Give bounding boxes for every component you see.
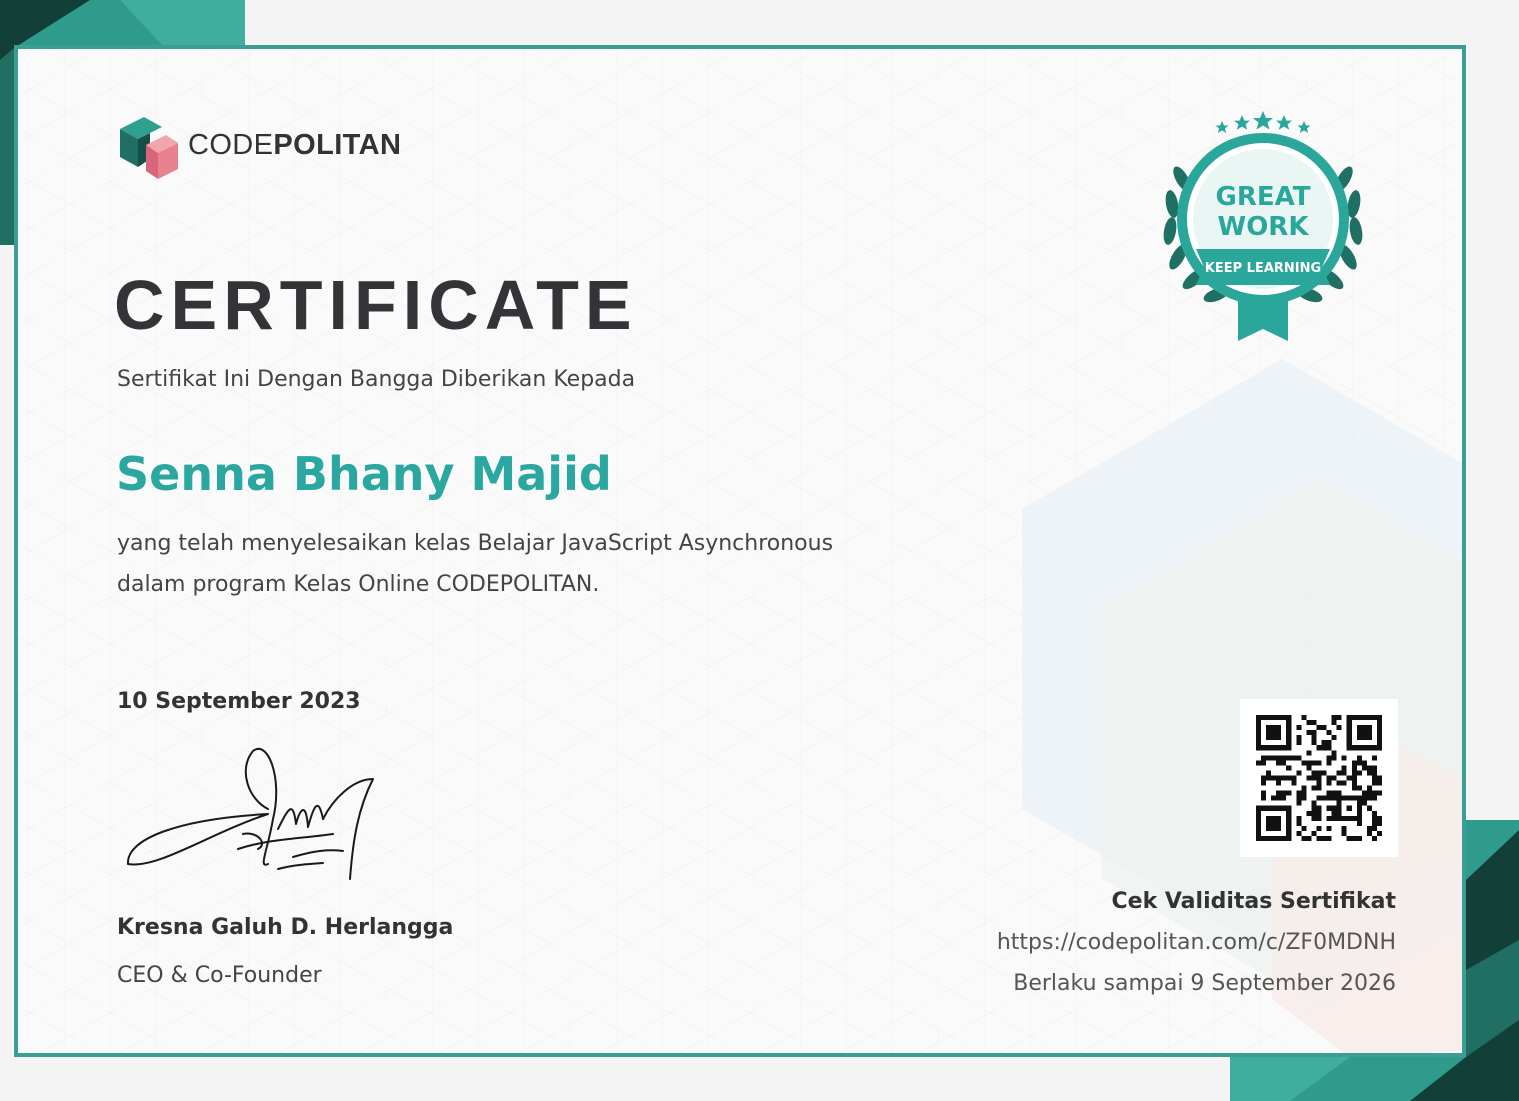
signature-image bbox=[118, 739, 388, 889]
certificate-subtitle: Sertifikat Ini Dengan Bangga Diberikan Kepada bbox=[117, 367, 636, 392]
brand-name bbox=[188, 129, 401, 162]
issue-date: 10 September 2023 bbox=[117, 689, 361, 714]
certificate-title: CERTIFICATE bbox=[114, 266, 638, 344]
qr-code-container[interactable] bbox=[1240, 699, 1398, 857]
recipient-name: Senna Bhany Majid bbox=[116, 447, 612, 501]
brand-name-bold: POLITAN bbox=[273, 129, 402, 161]
description-line-1: yang telah menyelesaikan kelas Belajar JavaScript Asynchronous bbox=[117, 531, 834, 556]
signer-name: Kresna Galuh D. Herlangga bbox=[117, 915, 454, 940]
badge-line-2: WORK bbox=[1217, 212, 1309, 242]
great-work-badge-icon bbox=[1152, 109, 1374, 341]
verification-validity: Berlaku sampai 9 September 2026 bbox=[1013, 971, 1396, 996]
certificate-card bbox=[14, 45, 1466, 1057]
description-line-2: dalam program Kelas Online CODEPOLITAN. bbox=[117, 572, 600, 597]
badge-stars bbox=[1216, 111, 1311, 133]
badge-line-1: GREAT bbox=[1215, 182, 1311, 212]
brand-name-light: CODE bbox=[188, 129, 274, 161]
signer-role: CEO & Co-Founder bbox=[117, 963, 322, 988]
codepolitan-logo-icon bbox=[110, 111, 180, 183]
verification-url-link[interactable]: https://codepolitan.com/c/ZF0MDNH bbox=[996, 930, 1396, 955]
completion-description bbox=[117, 523, 917, 605]
qr-code-icon bbox=[1256, 715, 1382, 841]
verification-title: Cek Validitas Sertifikat bbox=[1111, 889, 1396, 914]
badge-ribbon-text: KEEP LEARNING bbox=[1204, 261, 1322, 276]
